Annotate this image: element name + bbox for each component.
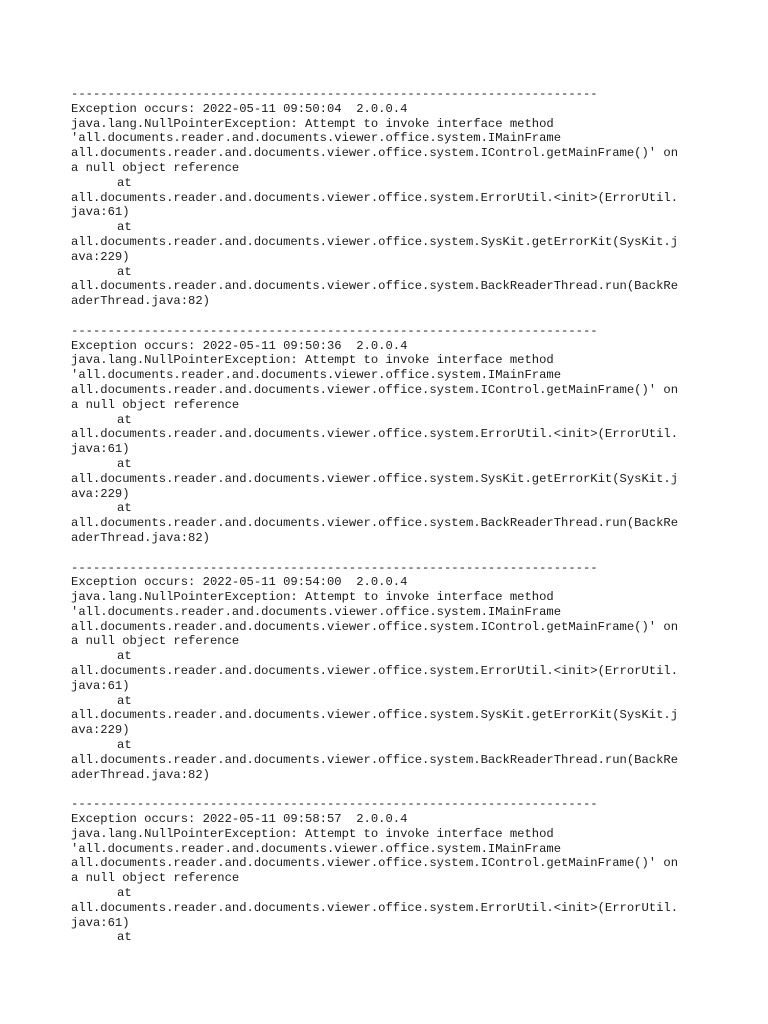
stack-at-line: at	[117, 456, 132, 471]
stack-frame-line: ava:229)	[71, 723, 130, 738]
separator-line: ------------------------------------------------------------------------	[71, 323, 598, 338]
log-entry	[71, 797, 711, 945]
stack-at-line: at	[117, 930, 132, 945]
log-line: 'all.documents.reader.and.documents.viewer.office.system.IMainFrame	[71, 368, 562, 383]
stack-frame-line: all.documents.reader.and.documents.viewer.office.system.BackReaderThread.run(BackRe	[71, 516, 679, 531]
log-line: java.lang.NullPointerException: Attempt to invoke interface method	[71, 590, 554, 605]
exception-header: Exception occurs: 2022-05-11 09:50:36 2.0.0.4	[71, 338, 408, 353]
stack-frame-line: all.documents.reader.and.documents.viewer.office.system.BackReaderThread.run(BackRe	[71, 279, 679, 294]
stack-frame-line: aderThread.java:82)	[71, 294, 210, 309]
log-line: all.documents.reader.and.documents.viewer.office.system.IControl.getMainFrame()' on	[71, 856, 679, 871]
separator-line: ------------------------------------------------------------------------	[71, 797, 598, 812]
stack-at-line: at	[117, 264, 132, 279]
log-entry	[71, 561, 711, 783]
log-line: all.documents.reader.and.documents.viewer.office.system.IControl.getMainFrame()' on	[71, 619, 679, 634]
stack-frame-line: all.documents.reader.and.documents.viewer.office.system.ErrorUtil.<init>(ErrorUtil.	[71, 664, 679, 679]
stack-at-line: at	[117, 501, 132, 516]
stack-frame-line: all.documents.reader.and.documents.viewer.office.system.ErrorUtil.<init>(ErrorUtil.	[71, 900, 679, 915]
document-page	[71, 87, 711, 945]
exception-header: Exception occurs: 2022-05-11 09:54:00 2.0.0.4	[71, 575, 408, 590]
stack-frame-line: java:61)	[71, 205, 130, 220]
log-line: all.documents.reader.and.documents.viewer.office.system.IControl.getMainFrame()' on	[71, 382, 679, 397]
stack-frame-line: all.documents.reader.and.documents.viewer.office.system.ErrorUtil.<init>(ErrorUtil.	[71, 427, 679, 442]
stack-frame-line: all.documents.reader.and.documents.viewer.office.system.SysKit.getErrorKit(SysKit.j	[71, 708, 679, 723]
log-entry	[71, 324, 711, 546]
separator-line: ------------------------------------------------------------------------	[71, 87, 598, 101]
stack-frame-line: all.documents.reader.and.documents.viewer.office.system.SysKit.getErrorKit(SysKit.j	[71, 234, 679, 249]
stack-frame-line: aderThread.java:82)	[71, 767, 210, 782]
stack-frame-line: ava:229)	[71, 249, 130, 264]
log-line: 'all.documents.reader.and.documents.viewer.office.system.IMainFrame	[71, 604, 562, 619]
log-line: java.lang.NullPointerException: Attempt to invoke interface method	[71, 353, 554, 368]
stack-frame-line: java:61)	[71, 915, 130, 930]
stack-at-line: at	[117, 412, 132, 427]
stack-frame-line: all.documents.reader.and.documents.viewer.office.system.BackReaderThread.run(BackRe	[71, 752, 679, 767]
log-line: all.documents.reader.and.documents.viewer.office.system.IControl.getMainFrame()' on	[71, 146, 679, 161]
log-line: a null object reference	[71, 634, 240, 649]
log-line: java.lang.NullPointerException: Attempt to invoke interface method	[71, 826, 554, 841]
log-line: 'all.documents.reader.and.documents.viewer.office.system.IMainFrame	[71, 131, 562, 146]
separator-line: ------------------------------------------------------------------------	[71, 560, 598, 575]
stack-frame-line: java:61)	[71, 442, 130, 457]
stack-at-line: at	[117, 175, 132, 190]
stack-frame-line: all.documents.reader.and.documents.viewer.office.system.ErrorUtil.<init>(ErrorUtil.	[71, 190, 679, 205]
log-entry	[71, 87, 711, 309]
exception-header: Exception occurs: 2022-05-11 09:50:04 2.0.0.4	[71, 101, 408, 116]
stack-frame-line: ava:229)	[71, 486, 130, 501]
log-line: 'all.documents.reader.and.documents.viewer.office.system.IMainFrame	[71, 841, 562, 856]
log-line: a null object reference	[71, 160, 240, 175]
log-line: java.lang.NullPointerException: Attempt to invoke interface method	[71, 116, 554, 131]
stack-at-line: at	[117, 693, 132, 708]
stack-at-line: at	[117, 220, 132, 235]
exception-header: Exception occurs: 2022-05-11 09:58:57 2.0.0.4	[71, 812, 408, 827]
stack-frame-line: all.documents.reader.and.documents.viewer.office.system.SysKit.getErrorKit(SysKit.j	[71, 471, 679, 486]
stack-frame-line: java:61)	[71, 678, 130, 693]
stack-at-line: at	[117, 738, 132, 753]
log-line: a null object reference	[71, 871, 240, 886]
log-line: a null object reference	[71, 397, 240, 412]
stack-at-line: at	[117, 649, 132, 664]
stack-frame-line: aderThread.java:82)	[71, 530, 210, 545]
stack-at-line: at	[117, 886, 132, 901]
